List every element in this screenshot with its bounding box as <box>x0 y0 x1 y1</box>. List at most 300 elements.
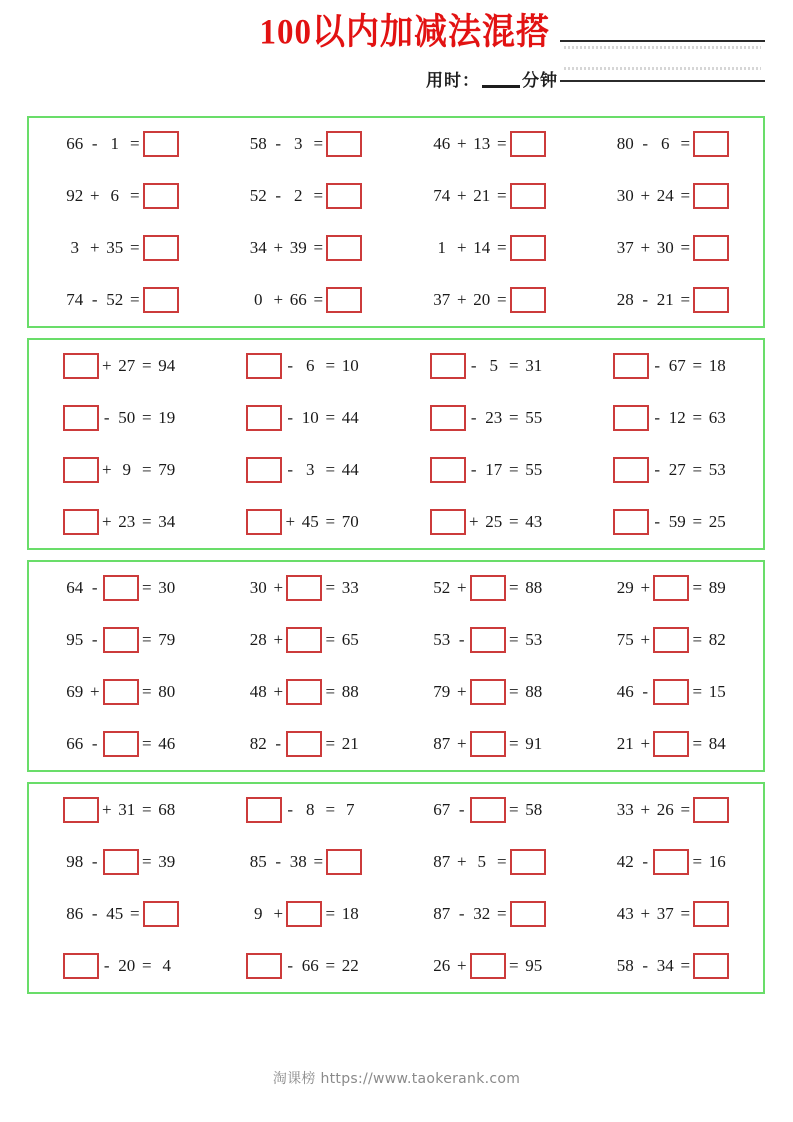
operand-second: 67 <box>668 356 686 375</box>
result-value: 94 <box>158 356 176 375</box>
answer-box[interactable] <box>143 183 179 209</box>
operand-second: 2 <box>294 186 303 205</box>
answer-box[interactable] <box>63 953 99 979</box>
operand-first: 69 <box>66 682 84 701</box>
equation <box>430 679 546 705</box>
problem-cell <box>580 614 764 666</box>
minus-operator: - <box>287 800 294 819</box>
problem-row <box>29 274 763 326</box>
operand-second: 38 <box>289 852 307 871</box>
equals-operator: = <box>508 630 519 649</box>
plus-operator: + <box>273 682 284 701</box>
equation <box>430 627 546 653</box>
equals-operator: = <box>141 800 152 819</box>
equals-operator: = <box>508 512 519 531</box>
operand-second: 59 <box>668 512 686 531</box>
equals-operator: = <box>325 356 336 375</box>
answer-box[interactable] <box>246 509 282 535</box>
answer-box[interactable] <box>63 405 99 431</box>
minus-operator: - <box>287 460 294 479</box>
equation <box>613 405 729 431</box>
problem-cell <box>580 444 764 496</box>
operand-first: 87 <box>433 852 451 871</box>
answer-box[interactable] <box>103 627 139 653</box>
problem-row <box>29 784 763 836</box>
answer-box[interactable] <box>430 457 466 483</box>
problem-cell <box>29 444 213 496</box>
equation <box>63 509 179 535</box>
problem-row <box>29 718 763 770</box>
equals-operator: = <box>313 238 324 257</box>
equals-operator: = <box>141 630 152 649</box>
operand-second: 6 <box>306 356 315 375</box>
equals-operator: = <box>129 290 140 309</box>
answer-box[interactable] <box>693 235 729 261</box>
problem-cell <box>580 340 764 392</box>
plus-operator: + <box>285 512 296 531</box>
operand-first: 28 <box>249 630 267 649</box>
result-value: 16 <box>708 852 726 871</box>
equation <box>63 131 179 157</box>
problem-cell <box>29 718 213 770</box>
plus-operator: + <box>640 734 651 753</box>
operand-first: 66 <box>66 734 84 753</box>
equation <box>63 183 179 209</box>
equation <box>430 405 546 431</box>
result-value: 18 <box>341 904 359 923</box>
equals-operator: = <box>508 408 519 427</box>
result-value: 70 <box>341 512 359 531</box>
answer-box[interactable] <box>143 235 179 261</box>
operand-first: 75 <box>616 630 634 649</box>
problem-cell <box>213 170 397 222</box>
problem-row <box>29 392 763 444</box>
operand-second: 27 <box>668 460 686 479</box>
minus-operator: - <box>458 800 465 819</box>
result-value: 44 <box>341 408 359 427</box>
problem-cell <box>580 940 764 992</box>
equation <box>430 353 546 379</box>
equals-operator: = <box>692 682 703 701</box>
equation <box>613 679 729 705</box>
answer-box[interactable] <box>246 953 282 979</box>
operand-second: 52 <box>106 290 124 309</box>
plus-operator: + <box>101 512 112 531</box>
problem-cell <box>213 836 397 888</box>
answer-box[interactable] <box>143 901 179 927</box>
time-label-suffix: 分钟 <box>522 71 558 90</box>
result-value: 58 <box>525 800 543 819</box>
answer-box[interactable] <box>430 353 466 379</box>
result-value: 53 <box>525 630 543 649</box>
problem-row <box>29 836 763 888</box>
equals-operator: = <box>141 460 152 479</box>
operand-first: 43 <box>616 904 634 923</box>
answer-box[interactable] <box>326 131 362 157</box>
answer-box[interactable] <box>693 131 729 157</box>
plus-operator: + <box>89 186 100 205</box>
problem-cell <box>396 784 580 836</box>
answer-box[interactable] <box>613 353 649 379</box>
worksheet-header <box>0 0 793 110</box>
problem-cell <box>396 562 580 614</box>
answer-box[interactable] <box>470 679 506 705</box>
operand-first: 85 <box>249 852 267 871</box>
answer-box[interactable] <box>326 849 362 875</box>
operand-first: 74 <box>433 186 451 205</box>
problem-cell <box>580 170 764 222</box>
equals-operator: = <box>692 460 703 479</box>
answer-box[interactable] <box>693 183 729 209</box>
equation <box>430 953 546 979</box>
operand-second: 32 <box>473 904 491 923</box>
result-value: 68 <box>158 800 176 819</box>
equation <box>246 849 362 875</box>
answer-box[interactable] <box>103 731 139 757</box>
answer-box[interactable] <box>613 457 649 483</box>
operand-first: 64 <box>66 578 84 597</box>
equals-operator: = <box>680 134 691 153</box>
problem-row <box>29 940 763 992</box>
answer-box[interactable] <box>63 509 99 535</box>
minus-operator: - <box>91 290 98 309</box>
name-write-line <box>560 25 765 51</box>
problem-row <box>29 888 763 940</box>
operand-second: 21 <box>656 290 674 309</box>
plus-operator: + <box>456 734 467 753</box>
equals-operator: = <box>692 630 703 649</box>
problem-row <box>29 222 763 274</box>
minus-operator: - <box>470 356 477 375</box>
title-row <box>0 0 793 51</box>
answer-box[interactable] <box>63 797 99 823</box>
problem-cell <box>29 562 213 614</box>
answer-box[interactable] <box>470 575 506 601</box>
problem-cell <box>396 718 580 770</box>
answer-box[interactable] <box>143 287 179 313</box>
answer-box[interactable] <box>653 627 689 653</box>
equation <box>430 235 546 261</box>
plus-operator: + <box>456 290 467 309</box>
plus-operator: + <box>456 186 467 205</box>
equals-operator: = <box>325 734 336 753</box>
operand-second: 50 <box>118 408 136 427</box>
operand-first: 86 <box>66 904 84 923</box>
equals-operator: = <box>508 956 519 975</box>
operand-second: 27 <box>118 356 136 375</box>
plus-operator: + <box>273 238 284 257</box>
answer-box[interactable] <box>326 183 362 209</box>
plus-operator: + <box>456 238 467 257</box>
result-value: 63 <box>708 408 726 427</box>
problem-row <box>29 340 763 392</box>
equals-operator: = <box>692 578 703 597</box>
time-label <box>426 66 560 91</box>
problem-cell <box>580 392 764 444</box>
equals-operator: = <box>141 682 152 701</box>
answer-box[interactable] <box>510 235 546 261</box>
equation <box>63 353 179 379</box>
operand-second: 66 <box>301 956 319 975</box>
operand-second: 17 <box>485 460 503 479</box>
equals-operator: = <box>508 800 519 819</box>
equals-operator: = <box>313 186 324 205</box>
equals-operator: = <box>496 904 507 923</box>
operand-first: 30 <box>249 578 267 597</box>
result-value: 7 <box>346 800 355 819</box>
operand-first: 58 <box>616 956 634 975</box>
answer-box[interactable] <box>326 235 362 261</box>
equals-operator: = <box>325 460 336 479</box>
equation <box>613 627 729 653</box>
equation <box>63 287 179 313</box>
plus-operator: + <box>640 800 651 819</box>
equals-operator: = <box>680 290 691 309</box>
answer-box[interactable] <box>286 901 322 927</box>
answer-box[interactable] <box>470 953 506 979</box>
result-value: 18 <box>708 356 726 375</box>
minus-operator: - <box>103 408 110 427</box>
result-value: 55 <box>525 408 543 427</box>
operand-second: 45 <box>301 512 319 531</box>
answer-box[interactable] <box>510 131 546 157</box>
answer-box[interactable] <box>653 679 689 705</box>
result-value: 19 <box>158 408 176 427</box>
equals-operator: = <box>680 956 691 975</box>
result-value: 88 <box>341 682 359 701</box>
answer-box[interactable] <box>246 797 282 823</box>
result-value: 10 <box>341 356 359 375</box>
operand-first: 37 <box>616 238 634 257</box>
equation <box>430 287 546 313</box>
equation <box>63 679 179 705</box>
operand-first: 48 <box>249 682 267 701</box>
problem-cell <box>580 784 764 836</box>
plus-operator: + <box>456 956 467 975</box>
minus-operator: - <box>91 852 98 871</box>
operand-first: 0 <box>254 290 263 309</box>
minus-operator: - <box>642 682 649 701</box>
equation <box>246 679 362 705</box>
answer-box[interactable] <box>470 627 506 653</box>
operand-first: 29 <box>616 578 634 597</box>
answer-box[interactable] <box>246 353 282 379</box>
equation <box>430 731 546 757</box>
minus-operator: - <box>103 956 110 975</box>
operand-second: 30 <box>656 238 674 257</box>
operand-first: 53 <box>433 630 451 649</box>
answer-box[interactable] <box>326 287 362 313</box>
problem-cell <box>396 222 580 274</box>
answer-box[interactable] <box>693 901 729 927</box>
answer-box[interactable] <box>510 287 546 313</box>
equals-operator: = <box>496 852 507 871</box>
equation <box>430 457 546 483</box>
answer-box[interactable] <box>103 679 139 705</box>
equation <box>613 457 729 483</box>
answer-box[interactable] <box>693 797 729 823</box>
answer-box[interactable] <box>63 457 99 483</box>
answer-box[interactable] <box>103 575 139 601</box>
problem-row <box>29 496 763 548</box>
minus-operator: - <box>654 512 661 531</box>
time-row <box>0 51 793 91</box>
problem-cell <box>29 340 213 392</box>
result-value: 82 <box>708 630 726 649</box>
answer-box[interactable] <box>653 849 689 875</box>
operand-first: 79 <box>433 682 451 701</box>
problem-cell <box>396 170 580 222</box>
equals-operator: = <box>129 134 140 153</box>
equals-operator: = <box>692 356 703 375</box>
operand-second: 23 <box>485 408 503 427</box>
equation <box>63 953 179 979</box>
problem-cell <box>29 614 213 666</box>
plus-operator: + <box>101 800 112 819</box>
equation <box>613 509 729 535</box>
minus-operator: - <box>287 956 294 975</box>
problem-cell <box>213 784 397 836</box>
operand-second: 8 <box>306 800 315 819</box>
result-value: 80 <box>158 682 176 701</box>
result-value: 21 <box>341 734 359 753</box>
answer-box[interactable] <box>470 731 506 757</box>
answer-box[interactable] <box>653 731 689 757</box>
equation <box>613 575 729 601</box>
answer-box[interactable] <box>653 575 689 601</box>
problem-cell <box>213 562 397 614</box>
problem-cell <box>213 340 397 392</box>
problem-cell <box>29 836 213 888</box>
operand-second: 20 <box>118 956 136 975</box>
operand-second: 9 <box>122 460 131 479</box>
operand-first: 52 <box>433 578 451 597</box>
operand-second: 26 <box>656 800 674 819</box>
operand-second: 5 <box>477 852 486 871</box>
answer-box[interactable] <box>613 509 649 535</box>
operand-second: 12 <box>668 408 686 427</box>
problem-cell <box>580 118 764 170</box>
operand-second: 34 <box>656 956 674 975</box>
result-value: 25 <box>708 512 726 531</box>
equals-operator: = <box>141 578 152 597</box>
equation <box>63 405 179 431</box>
equation <box>63 627 179 653</box>
answer-box[interactable] <box>510 183 546 209</box>
equation <box>613 183 729 209</box>
equation <box>430 797 546 823</box>
answer-box[interactable] <box>613 405 649 431</box>
answer-box[interactable] <box>286 575 322 601</box>
problem-cell <box>396 836 580 888</box>
answer-box[interactable] <box>470 797 506 823</box>
result-value: 33 <box>341 578 359 597</box>
minus-operator: - <box>458 904 465 923</box>
answer-box[interactable] <box>286 731 322 757</box>
operand-first: 30 <box>616 186 634 205</box>
equation <box>613 131 729 157</box>
plus-operator: + <box>640 578 651 597</box>
problem-sections <box>27 116 765 1004</box>
problem-cell <box>396 444 580 496</box>
problem-cell <box>29 222 213 274</box>
equation <box>613 797 729 823</box>
equals-operator: = <box>692 408 703 427</box>
operand-second: 10 <box>301 408 319 427</box>
operand-first: 33 <box>616 800 634 819</box>
result-value: 46 <box>158 734 176 753</box>
answer-box[interactable] <box>430 509 466 535</box>
operand-first: 46 <box>433 134 451 153</box>
equals-operator: = <box>496 186 507 205</box>
answer-box[interactable] <box>246 457 282 483</box>
operand-first: 92 <box>66 186 84 205</box>
equals-operator: = <box>680 238 691 257</box>
equals-operator: = <box>680 904 691 923</box>
minus-operator: - <box>287 356 294 375</box>
answer-box[interactable] <box>143 131 179 157</box>
problem-cell <box>213 940 397 992</box>
minus-operator: - <box>642 852 649 871</box>
equals-operator: = <box>325 408 336 427</box>
plus-operator: + <box>640 238 651 257</box>
problem-cell <box>213 444 397 496</box>
operand-first: 87 <box>433 904 451 923</box>
equals-operator: = <box>129 186 140 205</box>
equation <box>613 353 729 379</box>
answer-box[interactable] <box>510 901 546 927</box>
equals-operator: = <box>313 134 324 153</box>
minus-operator: - <box>275 734 282 753</box>
result-value: 95 <box>525 956 543 975</box>
equals-operator: = <box>325 630 336 649</box>
equation <box>63 731 179 757</box>
result-value: 43 <box>525 512 543 531</box>
answer-box[interactable] <box>63 353 99 379</box>
minus-operator: - <box>287 408 294 427</box>
answer-box[interactable] <box>693 953 729 979</box>
problem-cell <box>580 274 764 326</box>
equation <box>613 731 729 757</box>
minus-operator: - <box>275 134 282 153</box>
problem-cell <box>29 496 213 548</box>
answer-box[interactable] <box>246 405 282 431</box>
operand-first: 26 <box>433 956 451 975</box>
result-value: 4 <box>162 956 171 975</box>
result-value: 79 <box>158 630 176 649</box>
operand-first: 66 <box>66 134 84 153</box>
answer-box[interactable] <box>286 627 322 653</box>
equation <box>246 183 362 209</box>
answer-box[interactable] <box>430 405 466 431</box>
answer-box[interactable] <box>103 849 139 875</box>
answer-box[interactable] <box>286 679 322 705</box>
equation <box>430 901 546 927</box>
minus-operator: - <box>654 460 661 479</box>
equals-operator: = <box>325 800 336 819</box>
section-4 <box>27 782 765 994</box>
problem-cell <box>396 340 580 392</box>
answer-box[interactable] <box>693 287 729 313</box>
problem-cell <box>396 888 580 940</box>
footer-watermark: 淘课榜 https://www.taokerank.com <box>272 1071 521 1087</box>
result-value: 44 <box>341 460 359 479</box>
minus-operator: - <box>91 134 98 153</box>
operand-second: 23 <box>118 512 136 531</box>
problem-cell <box>580 562 764 614</box>
answer-box[interactable] <box>510 849 546 875</box>
problem-cell <box>29 118 213 170</box>
